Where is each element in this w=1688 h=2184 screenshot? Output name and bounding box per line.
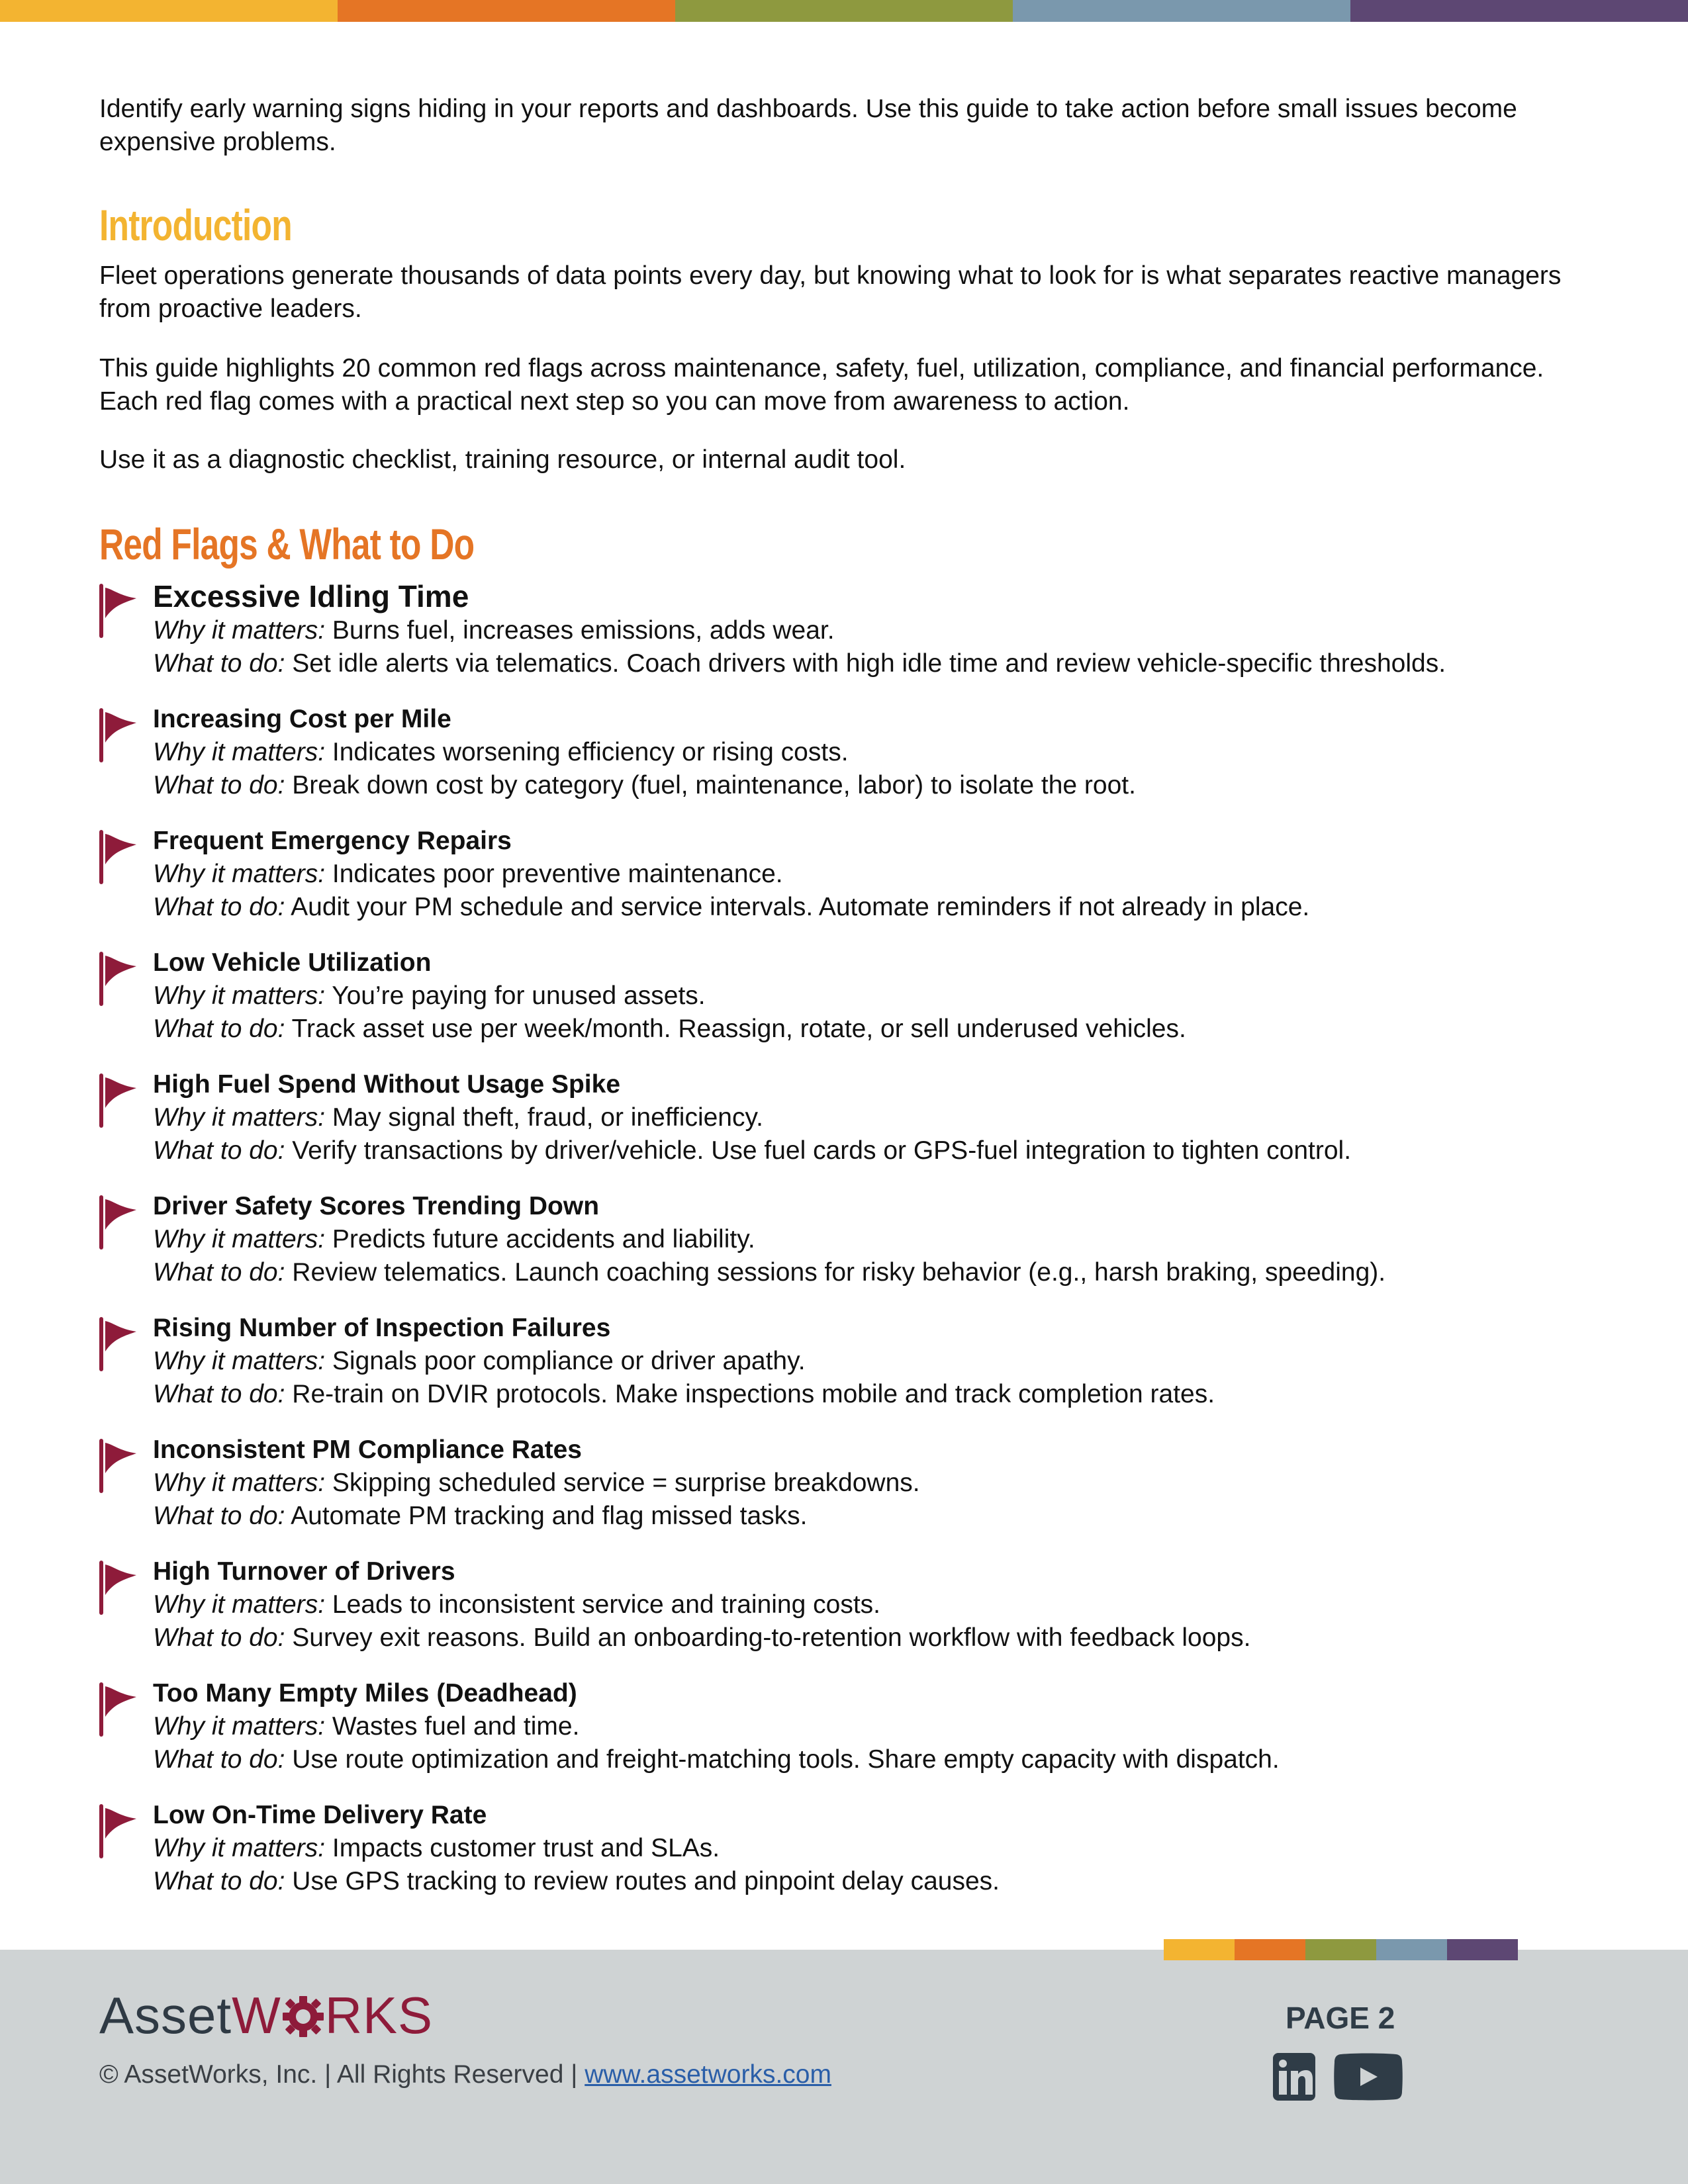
why-text: Indicates worsening efficiency or rising costs. <box>332 738 849 766</box>
what-text: Use GPS tracking to review routes and pinpoint delay causes. <box>292 1867 1000 1895</box>
what-to-do-line <box>153 1013 1186 1046</box>
red-flag-icon <box>99 1195 140 1250</box>
why-it-matters-line <box>153 1223 1385 1256</box>
why-it-matters-line <box>153 858 1309 891</box>
what-label: What to do: <box>153 771 285 799</box>
why-label: Why it matters: <box>153 981 326 1010</box>
red-flag-body <box>153 946 1186 1046</box>
why-it-matters-line <box>153 614 1446 647</box>
red-flag-icon <box>99 1073 140 1128</box>
stripe-olive <box>675 0 1013 22</box>
why-text: Burns fuel, increases emissions, adds wear. <box>332 616 835 645</box>
why-it-matters-line <box>153 1345 1215 1378</box>
red-flag-title: High Turnover of Drivers <box>153 1557 455 1586</box>
red-flag-body <box>153 1433 920 1533</box>
red-flag-body <box>153 578 1446 680</box>
what-to-do-line <box>153 1500 920 1533</box>
red-flag-title: Rising Number of Inspection Failures <box>153 1314 611 1342</box>
red-flag-body <box>153 1190 1385 1289</box>
logo-works-rks: RKS <box>324 1986 434 2044</box>
why-label: Why it matters: <box>153 1590 326 1619</box>
red-flag-title: Inconsistent PM Compliance Rates <box>153 1435 582 1464</box>
what-label: What to do: <box>153 1867 285 1895</box>
why-label: Why it matters: <box>153 1347 326 1375</box>
what-text: Automate PM tracking and flag missed tasks. <box>291 1502 808 1530</box>
linkedin-icon[interactable] <box>1273 2053 1315 2101</box>
intro-paragraph-1: Fleet operations generate thousands of data points every day, but knowing what to look for is what separates reactive managers from proactive leaders. <box>99 261 1562 323</box>
why-text: Skipping scheduled service = surprise breakdowns. <box>332 1469 920 1497</box>
why-it-matters-line <box>153 1467 920 1500</box>
stripe-blue-gray <box>1376 1939 1447 1960</box>
red-flag-icon <box>99 1317 140 1371</box>
why-label: Why it matters: <box>153 860 326 888</box>
youtube-icon[interactable] <box>1334 2053 1403 2101</box>
why-text: Predicts future accidents and liability. <box>332 1225 755 1253</box>
why-label: Why it matters: <box>153 1834 326 1862</box>
what-to-do-line <box>153 1865 1000 1898</box>
why-text: You’re paying for unused assets. <box>332 981 706 1010</box>
intro-paragraph-3: Use it as a diagnostic checklist, training resource, or internal audit tool. <box>99 445 906 474</box>
what-label: What to do: <box>153 1502 285 1530</box>
red-flag-icon <box>99 1682 140 1737</box>
red-flags-heading: Red Flags & What to Do <box>99 520 475 569</box>
what-to-do-line <box>153 1621 1250 1655</box>
what-to-do-line <box>153 1256 1385 1289</box>
introduction-heading: Introduction <box>99 201 292 250</box>
what-label: What to do: <box>153 1380 285 1408</box>
why-it-matters-line <box>153 1832 1000 1865</box>
red-flag-title: Low On-Time Delivery Rate <box>153 1801 487 1829</box>
red-flag-body <box>153 1555 1250 1655</box>
stripe-orange <box>1235 1939 1305 1960</box>
red-flag-title: Too Many Empty Miles (Deadhead) <box>153 1679 577 1707</box>
what-label: What to do: <box>153 1015 285 1043</box>
stripe-olive <box>1305 1939 1376 1960</box>
what-text: Track asset use per week/month. Reassign, rotate, or sell underused vehicles. <box>291 1015 1186 1043</box>
why-text: Signals poor compliance or driver apathy. <box>332 1347 806 1375</box>
red-flag-title: Low Vehicle Utilization <box>153 948 432 977</box>
why-label: Why it matters: <box>153 616 326 645</box>
red-flag-icon <box>99 1561 140 1615</box>
what-to-do-line <box>153 769 1136 802</box>
why-label: Why it matters: <box>153 1469 326 1497</box>
social-links <box>1273 2053 1403 2101</box>
why-it-matters-line <box>153 1588 1250 1621</box>
why-label: Why it matters: <box>153 1225 326 1253</box>
what-label: What to do: <box>153 893 285 921</box>
intro-paragraph-2: This guide highlights 20 common red flags across maintenance, safety, fuel, utilization, compliance, and financial performance. Each red flag comes with a practical next step so you can move from awareness to action. <box>99 354 1544 416</box>
lead-paragraph: Identify early warning signs hiding in your reports and dashboards. Use this guide to take action before small issues become expensive problems. <box>99 95 1517 156</box>
what-text: Verify transactions by driver/vehicle. Use fuel cards or GPS-fuel integration to tighten control. <box>292 1136 1352 1165</box>
what-text: Break down cost by category (fuel, maintenance, labor) to isolate the root. <box>292 771 1136 799</box>
footer-color-stripe <box>1164 1939 1518 1960</box>
what-text: Re-train on DVIR protocols. Make inspections mobile and track completion rates. <box>292 1380 1215 1408</box>
what-label: What to do: <box>153 1745 285 1774</box>
what-text: Use route optimization and freight-matching tools. Share empty capacity with dispatch. <box>292 1745 1280 1774</box>
what-label: What to do: <box>153 1258 285 1287</box>
copyright-text: © AssetWorks, Inc. | All Rights Reserved | <box>99 2060 585 2089</box>
stripe-blue-gray <box>1013 0 1350 22</box>
red-flag-icon <box>99 952 140 1006</box>
what-to-do-line <box>153 1378 1215 1411</box>
why-it-matters-line <box>153 979 1186 1013</box>
red-flag-body <box>153 1799 1000 1898</box>
why-text: Impacts customer trust and SLAs. <box>332 1834 720 1862</box>
logo-works-w: W <box>232 1986 281 2044</box>
why-text: Wastes fuel and time. <box>332 1712 580 1741</box>
stripe-purple <box>1350 0 1688 22</box>
what-to-do-line <box>153 647 1446 680</box>
red-flag-title: Frequent Emergency Repairs <box>153 827 512 855</box>
page-number: PAGE 2 <box>1286 2001 1395 2035</box>
stripe-orange <box>338 0 675 22</box>
why-text: Leads to inconsistent service and training costs. <box>332 1590 881 1619</box>
red-flag-body <box>153 825 1309 924</box>
what-text: Survey exit reasons. Build an onboarding-to-retention workflow with feedback loops. <box>292 1623 1251 1652</box>
why-label: Why it matters: <box>153 1103 326 1132</box>
top-color-stripe <box>0 0 1688 22</box>
stripe-purple <box>1447 1939 1518 1960</box>
what-to-do-line <box>153 891 1309 924</box>
what-label: What to do: <box>153 1623 285 1652</box>
assetworks-logo <box>99 1986 434 2044</box>
why-label: Why it matters: <box>153 738 326 766</box>
logo-asset-text: Asset <box>99 1986 232 2044</box>
gear-icon <box>283 1995 324 2038</box>
what-label: What to do: <box>153 649 285 678</box>
red-flag-body <box>153 1312 1215 1411</box>
red-flag-body <box>153 1677 1280 1776</box>
red-flag-title: Increasing Cost per Mile <box>153 705 451 733</box>
what-to-do-line <box>153 1743 1280 1776</box>
red-flag-title: Excessive Idling Time <box>153 579 469 614</box>
what-text: Review telematics. Launch coaching sessions for risky behavior (e.g., harsh braking, speeding). <box>292 1258 1386 1287</box>
why-text: Indicates poor preventive maintenance. <box>332 860 783 888</box>
page-content <box>99 93 1589 1895</box>
why-it-matters-line <box>153 1101 1351 1134</box>
website-link[interactable]: www.assetworks.com <box>585 2060 831 2089</box>
why-text: May signal theft, fraud, or inefficiency. <box>332 1103 763 1132</box>
red-flag-icon <box>99 584 140 638</box>
why-label: Why it matters: <box>153 1712 326 1741</box>
red-flag-body <box>153 703 1136 802</box>
what-label: What to do: <box>153 1136 285 1165</box>
what-text: Audit your PM schedule and service intervals. Automate reminders if not already in place. <box>291 893 1310 921</box>
red-flag-icon <box>99 830 140 884</box>
red-flag-icon <box>99 708 140 762</box>
red-flag-title: High Fuel Spend Without Usage Spike <box>153 1070 621 1099</box>
what-to-do-line <box>153 1134 1351 1167</box>
red-flag-icon <box>99 1804 140 1858</box>
stripe-yellow <box>0 0 338 22</box>
why-it-matters-line <box>153 1710 1280 1743</box>
red-flag-title: Driver Safety Scores Trending Down <box>153 1192 600 1220</box>
red-flag-body <box>153 1068 1351 1167</box>
copyright-line <box>99 2058 831 2091</box>
why-it-matters-line <box>153 736 1136 769</box>
what-text: Set idle alerts via telematics. Coach drivers with high idle time and review vehicle-specific thresholds. <box>292 649 1446 678</box>
stripe-yellow <box>1164 1939 1235 1960</box>
red-flag-icon <box>99 1439 140 1493</box>
